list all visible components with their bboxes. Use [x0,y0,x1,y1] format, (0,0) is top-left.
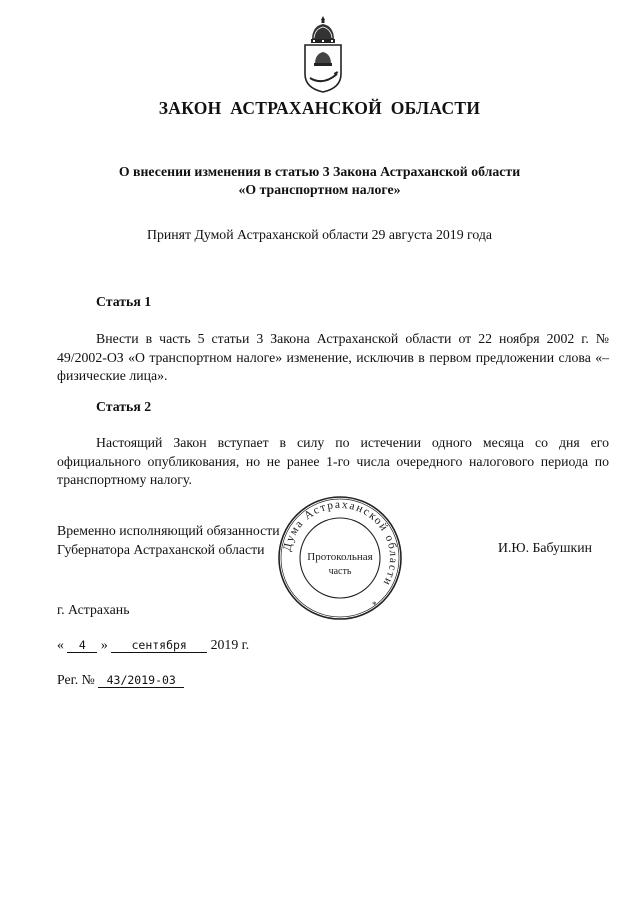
date-quote-close: » [100,637,108,652]
law-title: ЗАКОН АСТРАХАНСКОЙ ОБЛАСТИ [158,98,481,118]
article-1-heading: Статья 1 [96,294,152,309]
article-1-text: Внести в часть 5 статьи 3 Закона Астраханской области от 22 ноября 2002 г. № 49/2002-ОЗ «О транспортном налоге» изменение, исключив в первом предложении слова «– физические лица». [57,331,609,383]
signatory-position-line-2: Губернатора Астраханской области [57,541,265,557]
registration-label: Рег. № [57,672,95,687]
article-2-text: Настоящий Закон вступает в силу по истечении одного месяца со дня его официального опубликования, но не ранее 1-го числа очередного налогового периода по транспортному налогу. [57,435,609,487]
date-day-field: 4 [67,639,97,653]
article-2-heading: Статья 2 [96,399,152,414]
city: г. Астрахань [57,602,130,617]
svg-text:*: * [372,600,377,610]
stamp-center-line-2: часть [328,566,352,577]
stamp-ring-text: Дума Астраханской области [281,498,400,589]
law-subtitle-line-1: О внесении изменения в статью 3 Закона Астраханской области [118,164,521,179]
registration-number-field: 43/2019-03 [98,674,184,688]
law-subtitle [0,163,639,199]
coat-of-arms-icon [300,14,346,94]
adoption-note: Принят Думой Астраханской области 29 августа 2019 года [147,227,492,242]
signatory-position-line-1: Временно исполняющий обязанности [57,523,280,538]
date-quote-open: « [57,637,64,652]
law-subtitle-line-2: «О транспортном налоге» [238,182,401,197]
stamp-center-line-1: Протокольная [307,551,373,563]
registration [57,671,184,690]
stamp-seal [276,494,404,622]
signatory-name: И.Ю. Бабушкин [498,540,593,555]
date-month-field: сентября [111,639,207,653]
signing-date [57,636,249,655]
signatory-position [57,522,280,559]
date-year: 2019 г. [210,637,250,652]
